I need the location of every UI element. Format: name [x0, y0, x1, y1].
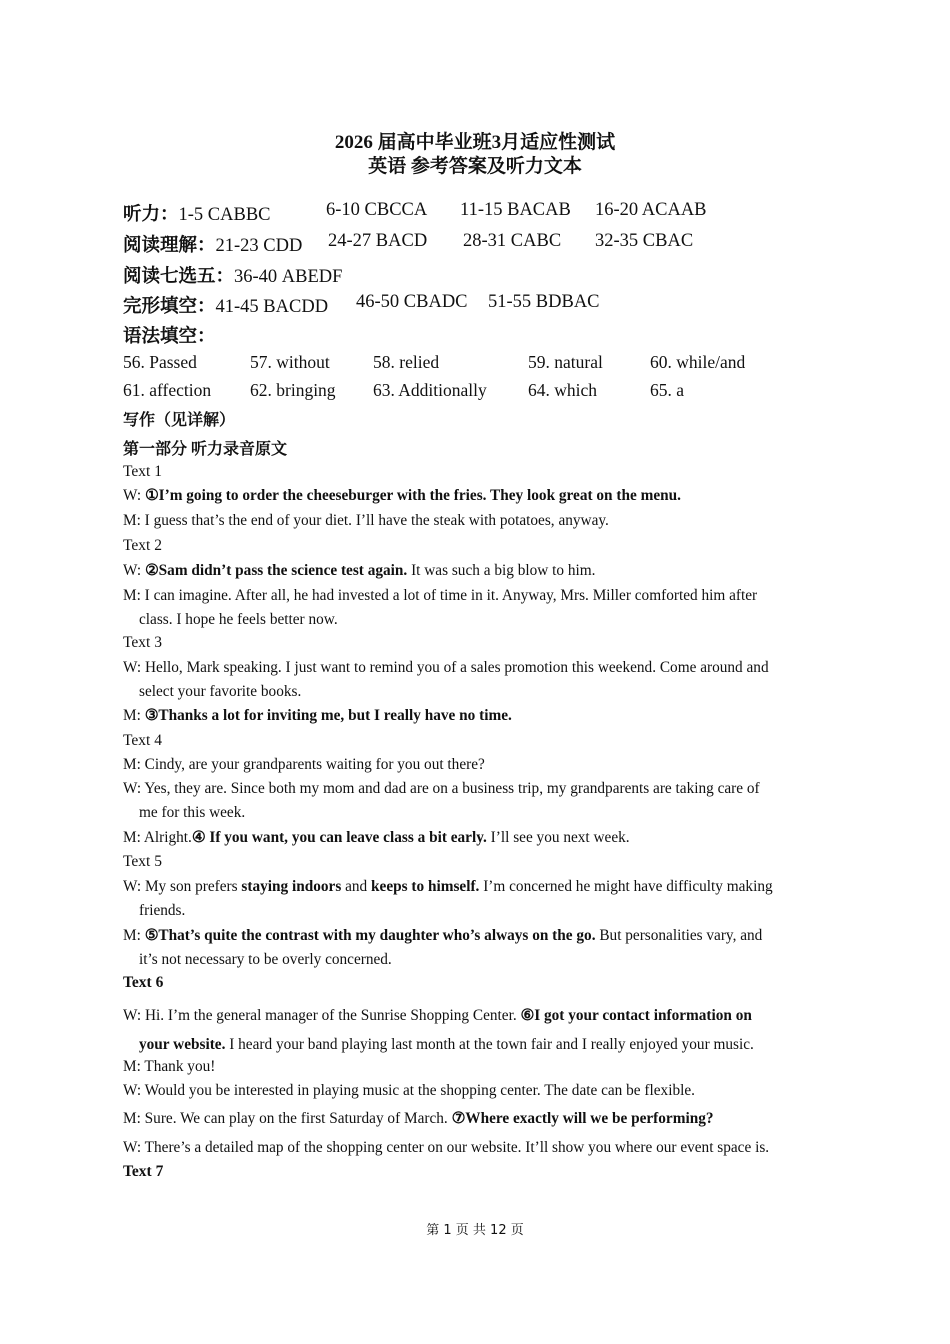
dialogue-line [123, 924, 833, 972]
grammar-answer: 59. natural [528, 352, 603, 372]
dialogue-text: W: My son prefers [123, 878, 242, 895]
text-label: Text 1 [123, 463, 162, 480]
grammar-answer: 63. Additionally [373, 380, 487, 400]
dialogue-text: W: Yes, they are. Since both my mom and dad are on a business trip, my grandparents are taking care of [123, 780, 760, 797]
answer-group: 28-31 CABC [463, 231, 562, 251]
dialogue-line: M: Cindy, are your grandparents waiting for you out there? [123, 756, 485, 773]
answer-highlight: ①I’m going to order the cheeseburger with the fries. They look great on the menu. [144, 487, 681, 504]
grammar-answer: 65. a [650, 380, 685, 400]
grammar-answer: 56. Passed [123, 352, 197, 372]
speaker: M: [123, 927, 145, 944]
dialogue-text: I’ll see you next week. [486, 829, 630, 846]
answer-group: 24-27 BACD [328, 231, 428, 251]
answer-group: 6-10 CBCCA [326, 200, 428, 220]
answers-seven-label: 阅读七选五： [123, 267, 235, 287]
answer-highlight: ⑤That’s quite the contrast with my daughter who’s always on the go. [144, 927, 596, 944]
document-title: 2026 届高中毕业班3月适应性测试 [334, 132, 616, 153]
dialogue-line [123, 875, 833, 923]
dialogue-text: and [341, 878, 372, 895]
writing-label: 写作（见详解） [123, 412, 236, 429]
dialogue-text: W: Hi. I’m the general manager of the Sunrise Shopping Center. [123, 1007, 521, 1024]
grammar-answer: 57. without [250, 352, 330, 372]
page-footer: 第 1 页 共 12 页 [426, 1223, 524, 1238]
dialogue-line [123, 1001, 833, 1059]
answer-group: 16-20 ACAAB [595, 200, 707, 220]
dialogue-text: I’m concerned he might have difficulty making [479, 878, 773, 895]
dialogue-line [123, 559, 833, 583]
answers-grammar-label-row [123, 322, 216, 348]
grammar-answer: 61. affection [123, 380, 212, 400]
grammar-answer: 62. bringing [250, 380, 336, 400]
dialogue-text: W: Hello, Mark speaking. I just want to remind you of a sales promotion this weekend. Come around and [123, 659, 769, 676]
dialogue-line: W: There’s a detailed map of the shopping center on our website. It’ll show you where our event space is. [123, 1139, 770, 1156]
grammar-answer: 58. relied [373, 352, 440, 372]
dialogue-line [123, 484, 833, 508]
dialogue-line: M: Thank you! [123, 1058, 216, 1075]
dialogue-text: I heard your band playing last month at the town fair and I really enjoyed your music. [225, 1036, 754, 1053]
answer-highlight: ②Sam didn’t pass the science test again. [144, 562, 408, 579]
answer-highlight: your website. [139, 1036, 226, 1053]
answer-group: 1-5 CABBC [178, 205, 271, 225]
document-subtitle: 英语 参考答案及听力文本 [368, 156, 582, 177]
dialogue-text: class. I hope he feels better now. [139, 611, 338, 628]
answer-group: 41-45 BACDD [215, 297, 329, 317]
dialogue-line [123, 1107, 833, 1131]
answers-reading-row [123, 231, 694, 257]
text-label: Text 5 [123, 853, 162, 870]
answer-highlight: ⑦Where exactly will we be performing? [451, 1110, 714, 1127]
answer-highlight: ④ If you want, you can leave class a bit early. [191, 829, 487, 846]
dialogue-line [123, 704, 833, 728]
answers-listening-label: 听力： [123, 205, 179, 225]
dialogue-text: me for this week. [139, 804, 246, 821]
speaker: W: [123, 562, 145, 579]
answer-group: 36-40 ABEDF [234, 267, 343, 287]
dialogue-text: select your favorite books. [139, 683, 302, 700]
dialogue-text: M: Alright. [123, 829, 192, 846]
dialogue-text: But personalities vary, and [595, 927, 763, 944]
answer-group: 21-23 CDD [215, 236, 303, 256]
answer-highlight: keeps to himself. [371, 878, 480, 895]
text-label: Text 3 [123, 634, 162, 651]
text-label: Text 2 [123, 537, 162, 554]
answer-group: 11-15 BACAB [460, 200, 571, 220]
speaker: M: [123, 707, 145, 724]
dialogue-line: M: I guess that’s the end of your diet. I’ll have the steak with potatoes, anyway. [123, 512, 609, 529]
grammar-answer: 60. while/and [650, 352, 746, 372]
dialogue-line [123, 656, 833, 704]
answer-group: 32-35 CBAC [595, 231, 694, 251]
section-header: 第一部分 听力录音原文 [123, 441, 288, 458]
answers-cloze-row [123, 292, 600, 318]
dialogue-line: W: Would you be interested in playing music at the shopping center. The date can be flexible. [123, 1082, 695, 1099]
dialogue-line [123, 826, 833, 850]
answers-grammar-label: 语法填空： [123, 327, 216, 347]
answers-seven-row [123, 262, 342, 288]
grammar-answer: 64. which [528, 380, 598, 400]
answers-cloze-label: 完形填空： [123, 297, 216, 317]
answers-listening-row [123, 200, 707, 226]
answer-highlight: staying indoors [241, 878, 342, 895]
answer-highlight: ③Thanks a lot for inviting me, but I really have no time. [144, 707, 512, 724]
answers-reading-label: 阅读理解： [123, 236, 216, 256]
dialogue-text: friends. [139, 902, 186, 919]
answer-group: 51-55 BDBAC [488, 292, 600, 312]
answer-group: 46-50 CBADC [356, 292, 468, 312]
text-label: Text 4 [123, 732, 162, 749]
answer-highlight: ⑥I got your contact information on [520, 1007, 752, 1024]
dialogue-text: It was such a big blow to him. [407, 562, 596, 579]
dialogue-line [123, 584, 833, 632]
speaker: W: [123, 487, 145, 504]
dialogue-text: M: Sure. We can play on the first Saturday of March. [123, 1110, 452, 1127]
text-label: Text 6 [123, 974, 164, 991]
dialogue-text: M: I can imagine. After all, he had invested a lot of time in it. Anyway, Mrs. Miller comforted him after [123, 587, 758, 604]
dialogue-line [123, 777, 833, 825]
dialogue-text: it’s not necessary to be overly concerned. [139, 951, 392, 968]
text-label: Text 7 [123, 1163, 164, 1180]
